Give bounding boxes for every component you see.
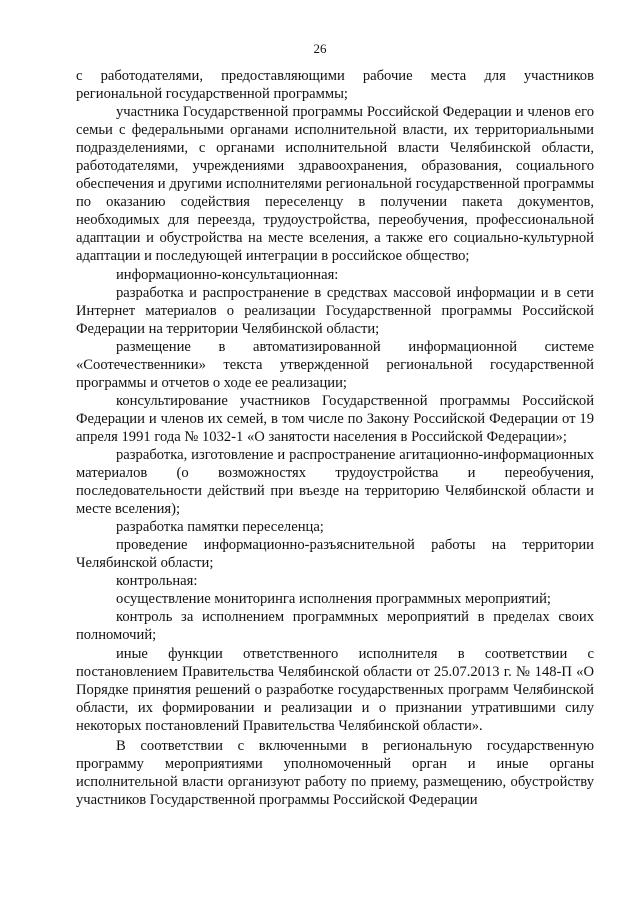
paragraph-materials: разработка, изготовление и распространение агитационно-информационных материалов (о возможностях трудоустройства и переобучения, последовательности действий при въезде на территорию Челябинской области и месте вселения);: [76, 446, 594, 518]
paragraph-organization: В соответствии с включенными в региональную государственную программу мероприятиями уполномоченный орган и иные органы исполнительной власти организуют работу по приему, размещению, обустройству участников Государственной программы Российской Федерации: [76, 737, 594, 808]
paragraph-info-heading: информационно-консультационная:: [116, 266, 339, 283]
paragraph-media-distribution: разработка и распространение в средствах массовой информации и в сети Интернет материалов о реализации Государственной программы Российской Федерации на территории Челябинской области;: [76, 284, 594, 337]
paragraph-control-heading: контрольная:: [116, 573, 198, 590]
paragraph-other-functions: иные функции ответственного исполнителя в соответствии с постановлением Правительства Челябинской области от 25.07.2013 г. № 148-П «О Порядке принятия решений о разработке государственных программ Челябинской области, их формировании и реализации и о признании утратившими силу некоторых постановлений Правительства Челябинской области».: [76, 645, 594, 734]
paragraph-participant-interaction: участника Государственной программы Российской Федерации и членов его семьи с федеральными органами исполнительной власти, их территориальными подразделениями, с органами исполнительной власти Челябинской области, работодателями, учреждениями здравоохранения, образования, социального обеспечения и другими исполнителями региональной государственной программы по оказанию содействия переселенцу в получении пакета документов, необходимых для переезда, трудоустройства, переобучения, профессиональной адаптации и обустройства на месте вселения, а также его социально-культурной адаптации и последующей интеграции в российское общество;: [76, 104, 594, 265]
paragraph-consulting: консультирование участников Государственной программы Российской Федерации и членов их семей, в том числе по Закону Российской Федерации от 19 апреля 1991 года № 1032-1 «О занятости населения в Российской Федерации»;: [76, 392, 594, 445]
paragraph-memo: разработка памятки переселенца;: [116, 519, 324, 536]
paragraph-monitoring: осуществление мониторинга исполнения программных мероприятий;: [116, 591, 551, 608]
paragraph-explanatory-work: проведение информационно-разъяснительной работы на территории Челябинской области;: [76, 537, 594, 572]
paragraph-control: контроль за исполнением программных мероприятий в пределах своих полномочий;: [76, 609, 594, 644]
paragraph-ais-placement: размещение в автоматизированной информационной системе «Соотечественники» текста утвержденной региональной государственной программы и отчетов о ходе ее реализации;: [76, 338, 594, 391]
page-number: 26: [313, 41, 327, 56]
paragraph-employers: с работодателями, предоставляющими рабочие места для участников региональной государственной программы;: [76, 68, 594, 103]
page-body: [76, 67, 594, 809]
